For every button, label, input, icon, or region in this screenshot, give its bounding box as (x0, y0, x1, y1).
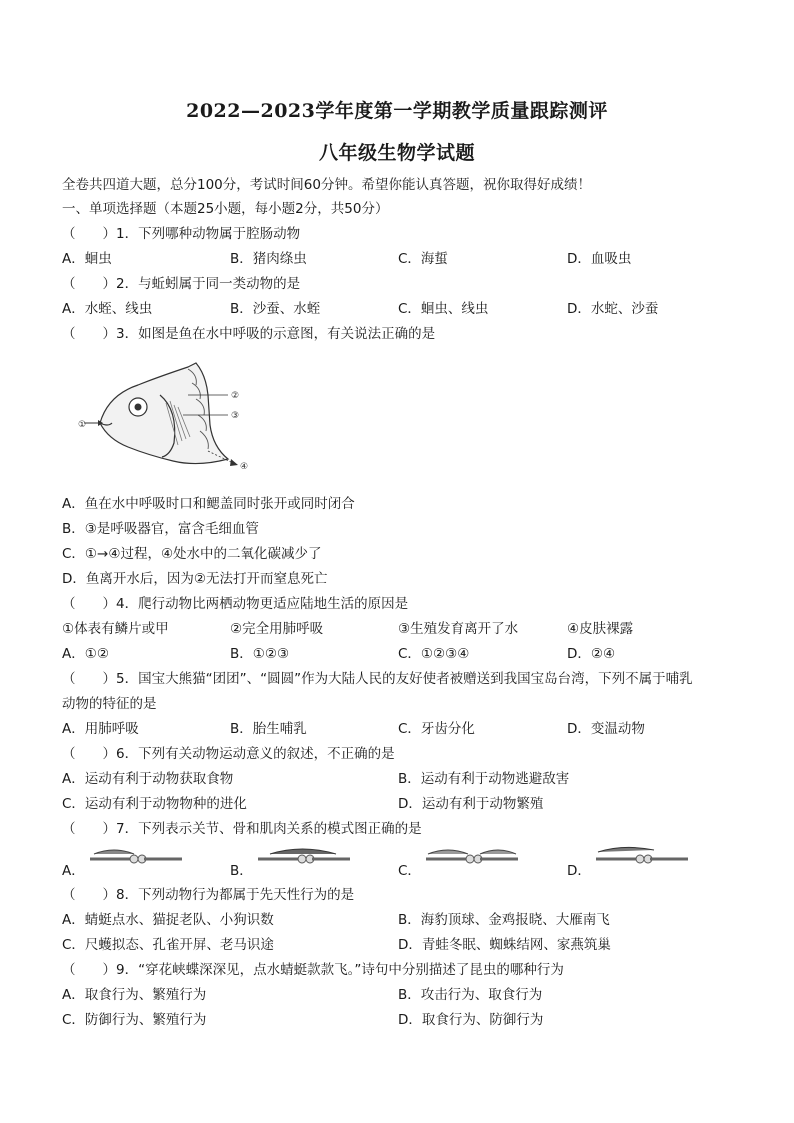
fig-label-1: ① (78, 420, 87, 430)
q6-option-b: B．运动有利于动物逃避敌害 (398, 771, 570, 787)
exam-subtitle: 八年级生物学试题 (318, 142, 475, 164)
question-8-stem: （ ）8．下列动物行为都属于先天性行为的是 (62, 887, 355, 903)
q4-statement-3: ③生殖发育离开了水 (398, 621, 519, 637)
q4-option-a: A．①② (62, 646, 109, 662)
q3-option-d: D．鱼离开水后，因为②无法打开而窒息死亡 (62, 571, 328, 587)
q1-option-a: A．蛔虫 (62, 251, 112, 267)
q4-statement-4: ④皮肤裸露 (567, 621, 634, 637)
question-7-stem: （ ）7．下列表示关节、骨和肌肉关系的模式图正确的是 (62, 821, 422, 837)
q2-option-a: A．水蛭、线虫 (62, 301, 153, 317)
q5-option-d: D．变温动物 (567, 721, 645, 737)
q1-option-d: D．血吸虫 (567, 251, 632, 267)
joint-diagram-b (256, 846, 352, 872)
q7-option-b: B． (230, 863, 253, 879)
q9-option-a: A．取食行为、繁殖行为 (62, 987, 207, 1003)
question-2-stem: （ ）2．与蚯蚓属于同一类动物的是 (62, 276, 301, 292)
q5-option-a: A．用肺呼吸 (62, 721, 139, 737)
q3-option-a: A．鱼在水中呼吸时口和鳃盖同时张开或同时闭合 (62, 496, 355, 512)
exam-intro: 全卷共四道大题，总分100分，考试时间60分钟。希望你能认真答题，祝你取得好成绩！ (62, 177, 591, 193)
q1-option-c: C．海蜇 (398, 251, 448, 267)
q6-option-d: D．运动有利于动物繁殖 (398, 796, 544, 812)
q5-option-c: C．牙齿分化 (398, 721, 475, 737)
q9-option-c: C．防御行为、繁殖行为 (62, 1012, 207, 1028)
q6-option-a: A．运动有利于动物获取食物 (62, 771, 234, 787)
question-5-stem-line1: （ ）5．国宝大熊猫“团团”、“圆圆”作为大陆人民的友好使者被赠送到我国宝岛台湾，下列不属于哺乳 (62, 671, 693, 687)
q3-option-b: B．③是呼吸器官，富含毛细血管 (62, 521, 259, 537)
q9-option-d: D．取食行为、防御行为 (398, 1012, 544, 1028)
joint-diagram-d (594, 842, 690, 872)
q2-option-d: D．水蛇、沙蚕 (567, 301, 659, 317)
question-5-stem-line2: 动物的特征的是 (62, 696, 157, 712)
question-1-stem: （ ）1．下列哪种动物属于腔肠动物 (62, 226, 301, 242)
fish-eye-pupil (135, 404, 142, 411)
joint-diagram-a (88, 846, 184, 872)
q4-option-b: B．①②③ (230, 646, 290, 662)
fig-label-2: ② (231, 391, 240, 401)
section-heading: 一、单项选择题（本题25小题，每小题2分，共50分） (62, 201, 389, 217)
question-6-stem: （ ）6．下列有关动物运动意义的叙述，不正确的是 (62, 746, 395, 762)
q8-option-a: A．蜻蜓点水、猫捉老队、小狗识数 (62, 912, 274, 928)
q7-option-c: C． (398, 863, 421, 879)
q4-option-c: C．①②③④ (398, 646, 470, 662)
q8-option-b: B．海豹顶球、金鸡报晓、大雁南飞 (398, 912, 610, 928)
q7-option-a: A． (62, 863, 85, 879)
q5-option-b: B．胎生哺乳 (230, 721, 307, 737)
q8-option-d: D．青蛙冬眠、蜘蛛结网、家燕筑巢 (398, 937, 611, 953)
question-4-stem: （ ）4．爬行动物比两栖动物更适应陆地生活的原因是 (62, 596, 409, 612)
fish-breathing-diagram (78, 355, 268, 475)
q2-option-b: B．沙蚕、水蛭 (230, 301, 321, 317)
question-9-stem: （ ）9．“穿花峡蝶深深见，点水蜻蜓款款飞。”诗句中分别描述了昆虫的哪种行为 (62, 962, 564, 978)
q7-option-d: D． (567, 863, 591, 879)
fig-label-4: ④ (240, 462, 249, 472)
question-3-stem: （ ）3．如图是鱼在水中呼吸的示意图，有关说法正确的是 (62, 326, 436, 342)
q4-option-d: D．②④ (567, 646, 616, 662)
q8-option-c: C．尺蠖拟态、孔雀开屏、老马识途 (62, 937, 274, 953)
q4-statement-2: ②完全用肺呼吸 (230, 621, 324, 637)
q6-option-c: C．运动有利于动物物种的进化 (62, 796, 247, 812)
q1-option-b: B．猪肉绦虫 (230, 251, 307, 267)
joint-diagram-c (424, 846, 520, 872)
q4-statement-1: ①体表有鳞片或甲 (62, 621, 169, 637)
q2-option-c: C．蛔虫、线虫 (398, 301, 489, 317)
q3-option-c: C．①→④过程，④处水中的二氧化碳减少了 (62, 546, 322, 562)
q9-option-b: B．攻击行为、取食行为 (398, 987, 543, 1003)
exam-title: 2022—2023学年度第一学期教学质量跟踪测评 (186, 100, 608, 122)
fig-label-3: ③ (231, 411, 240, 421)
